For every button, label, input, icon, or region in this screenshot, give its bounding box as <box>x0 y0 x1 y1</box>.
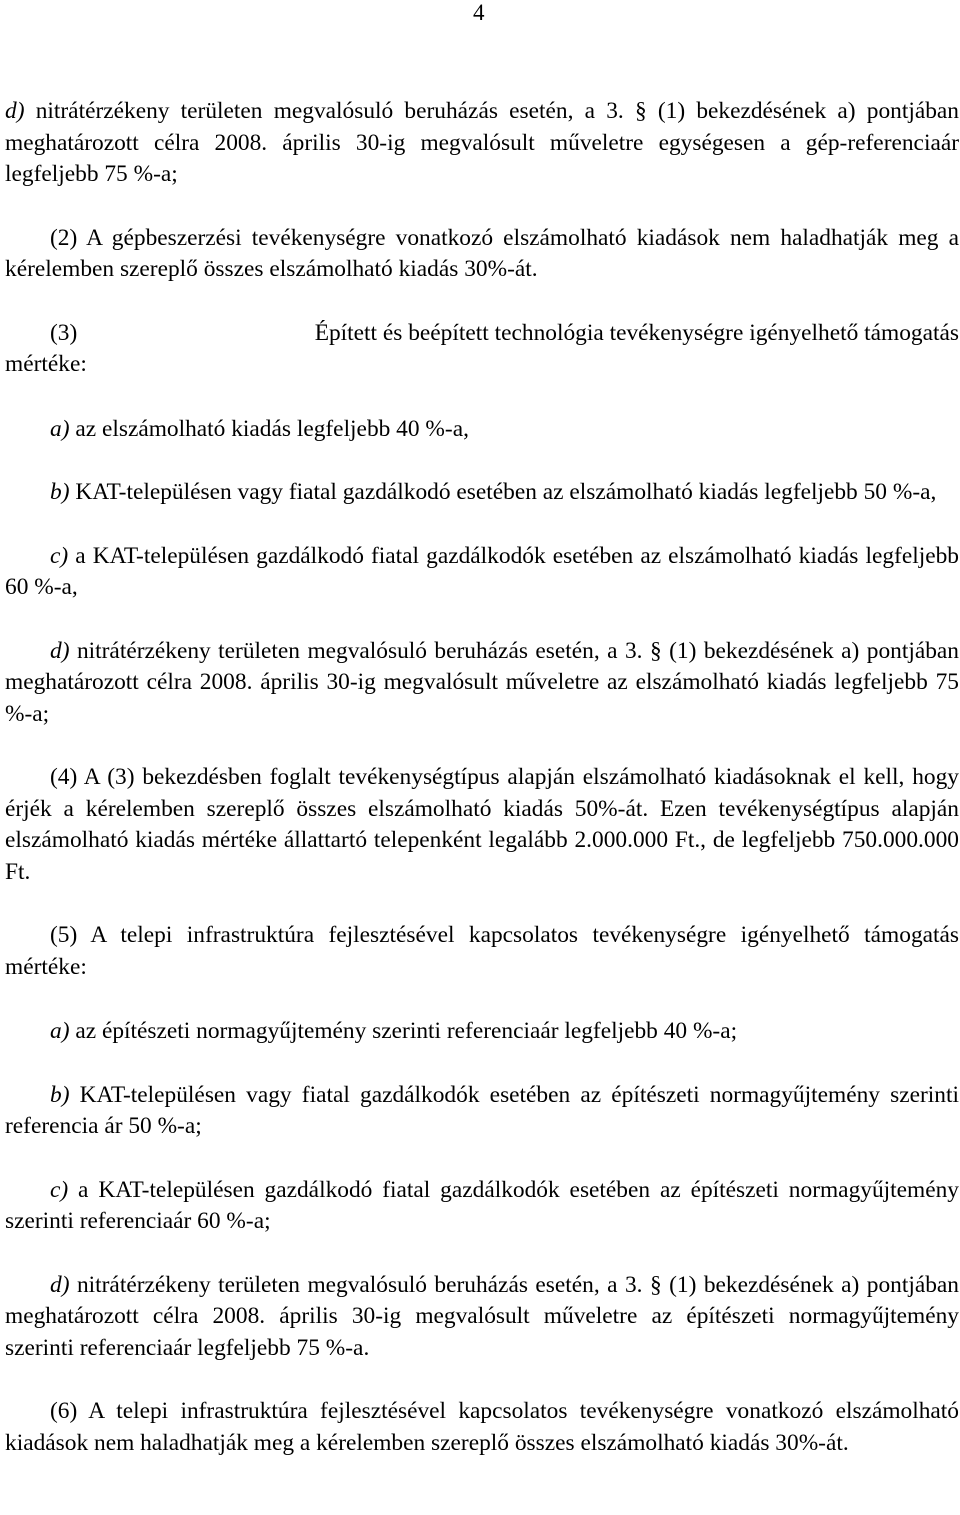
paragraph-3-a <box>5 414 959 446</box>
item-label: a) <box>50 1018 70 1044</box>
item-text: a KAT-településen gazdálkodó fiatal gazdálkodók esetében az elszámolható kiadás legfeljebb 60 %-a, <box>5 542 959 600</box>
item-label: c) <box>50 542 69 569</box>
item-label: c) <box>50 1176 69 1203</box>
paragraph-5-c <box>5 1175 959 1238</box>
item-text: nitrátérzékeny területen megvalósuló beruházás esetén, a 3. § (1) bekezdésének a) pontjában meghatározott célra 2008. április 30-ig megvalósult műveletre egységesen a gép-referenciaár legfeljebb 75 %-a; <box>5 98 959 187</box>
paragraph-3-b <box>5 477 959 509</box>
item-label: b) <box>50 479 70 505</box>
paragraph-3-d <box>5 636 959 731</box>
item-label: a) <box>50 415 70 442</box>
item-text: KAT-településen vagy fiatal gazdálkodók esetében az építészeti normagyűjtemény szerinti referencia ár 50 %-a; <box>5 1081 959 1139</box>
document-body <box>5 96 959 1459</box>
page-number: 4 <box>473 0 485 25</box>
paragraph-3-continuation: mértéke: <box>5 351 87 377</box>
paragraph-4: (4) A (3) bekezdésben foglalt tevékenységtípus alapján elszámolható kiadásoknak el kell, hogy érjék a kérelemben szereplő összes elszámolható kiadás 50%-át. Ezen tevékenységtípus alapján elszámolható kiadás mértéke állattartó telepenként legalább 2.000.000 Ft., de legfeljebb 750.000.000 Ft. <box>5 764 959 885</box>
item-text: nitrátérzékeny területen megvalósuló beruházás esetén, a 3. § (1) bekezdésének a) pontjában meghatározott célra 2008. április 30-ig megvalósult műveletre az elszámolható kiadás legfeljebb 75 %-a; <box>5 637 959 727</box>
item-text: KAT-településen vagy fiatal gazdálkodó esetében az elszámolható kiadás legfeljebb 50 %-a, <box>69 479 937 505</box>
paragraph-5: (5) A telepi infrastruktúra fejlesztésével kapcsolatos tevékenységre igényelhető támogatás mértéke: <box>5 922 959 980</box>
paragraph-5-d <box>5 1270 959 1365</box>
paragraph-2: (2) A gépbeszerzési tevékenységre vonatkozó elszámolható kiadások nem haladhatják meg a kérelemben szereplő összes elszámolható kiadás 30%-át. <box>5 224 959 282</box>
item-text: az építészeti normagyűjtemény szerinti referenciaár legfeljebb 40 %-a; <box>69 1018 738 1044</box>
item-text: nitrátérzékeny területen megvalósuló beruházás esetén, a 3. § (1) bekezdésének a) pontjában meghatározott célra 2008. április 30-ig megvalósult műveletre az építészeti normagyűjtemény szerinti referenciaár legfeljebb 75 %-a. <box>5 1271 959 1361</box>
paragraph-2-d <box>5 96 959 191</box>
item-text: a KAT-településen gazdálkodó fiatal gazdálkodók esetében az építészeti normagyűjtemény szerinti referenciaár 60 %-a; <box>5 1176 959 1234</box>
item-label: d) <box>50 1271 70 1298</box>
item-label: d) <box>50 637 70 664</box>
item-label: d) <box>5 98 25 124</box>
paragraph-5-a <box>5 1016 959 1048</box>
paragraph-6: (6) A telepi infrastruktúra fejlesztésével kapcsolatos tevékenységre vonatkozó elszámolható kiadások nem haladhatják meg a kérelemben szereplő összes elszámolható kiadás 30%-át. <box>5 1398 959 1456</box>
item-text: az elszámolható kiadás legfeljebb 40 %-a, <box>69 415 469 442</box>
paragraph-5-b <box>5 1080 959 1143</box>
paragraph-3-text: Épített és beépített technológia tevékenységre igényelhető támogatás <box>314 319 959 346</box>
item-label: b) <box>50 1081 70 1108</box>
paragraph-3-heading <box>5 318 959 350</box>
paragraph-3-c <box>5 541 959 604</box>
paragraph-3-number: (3) <box>50 319 78 346</box>
